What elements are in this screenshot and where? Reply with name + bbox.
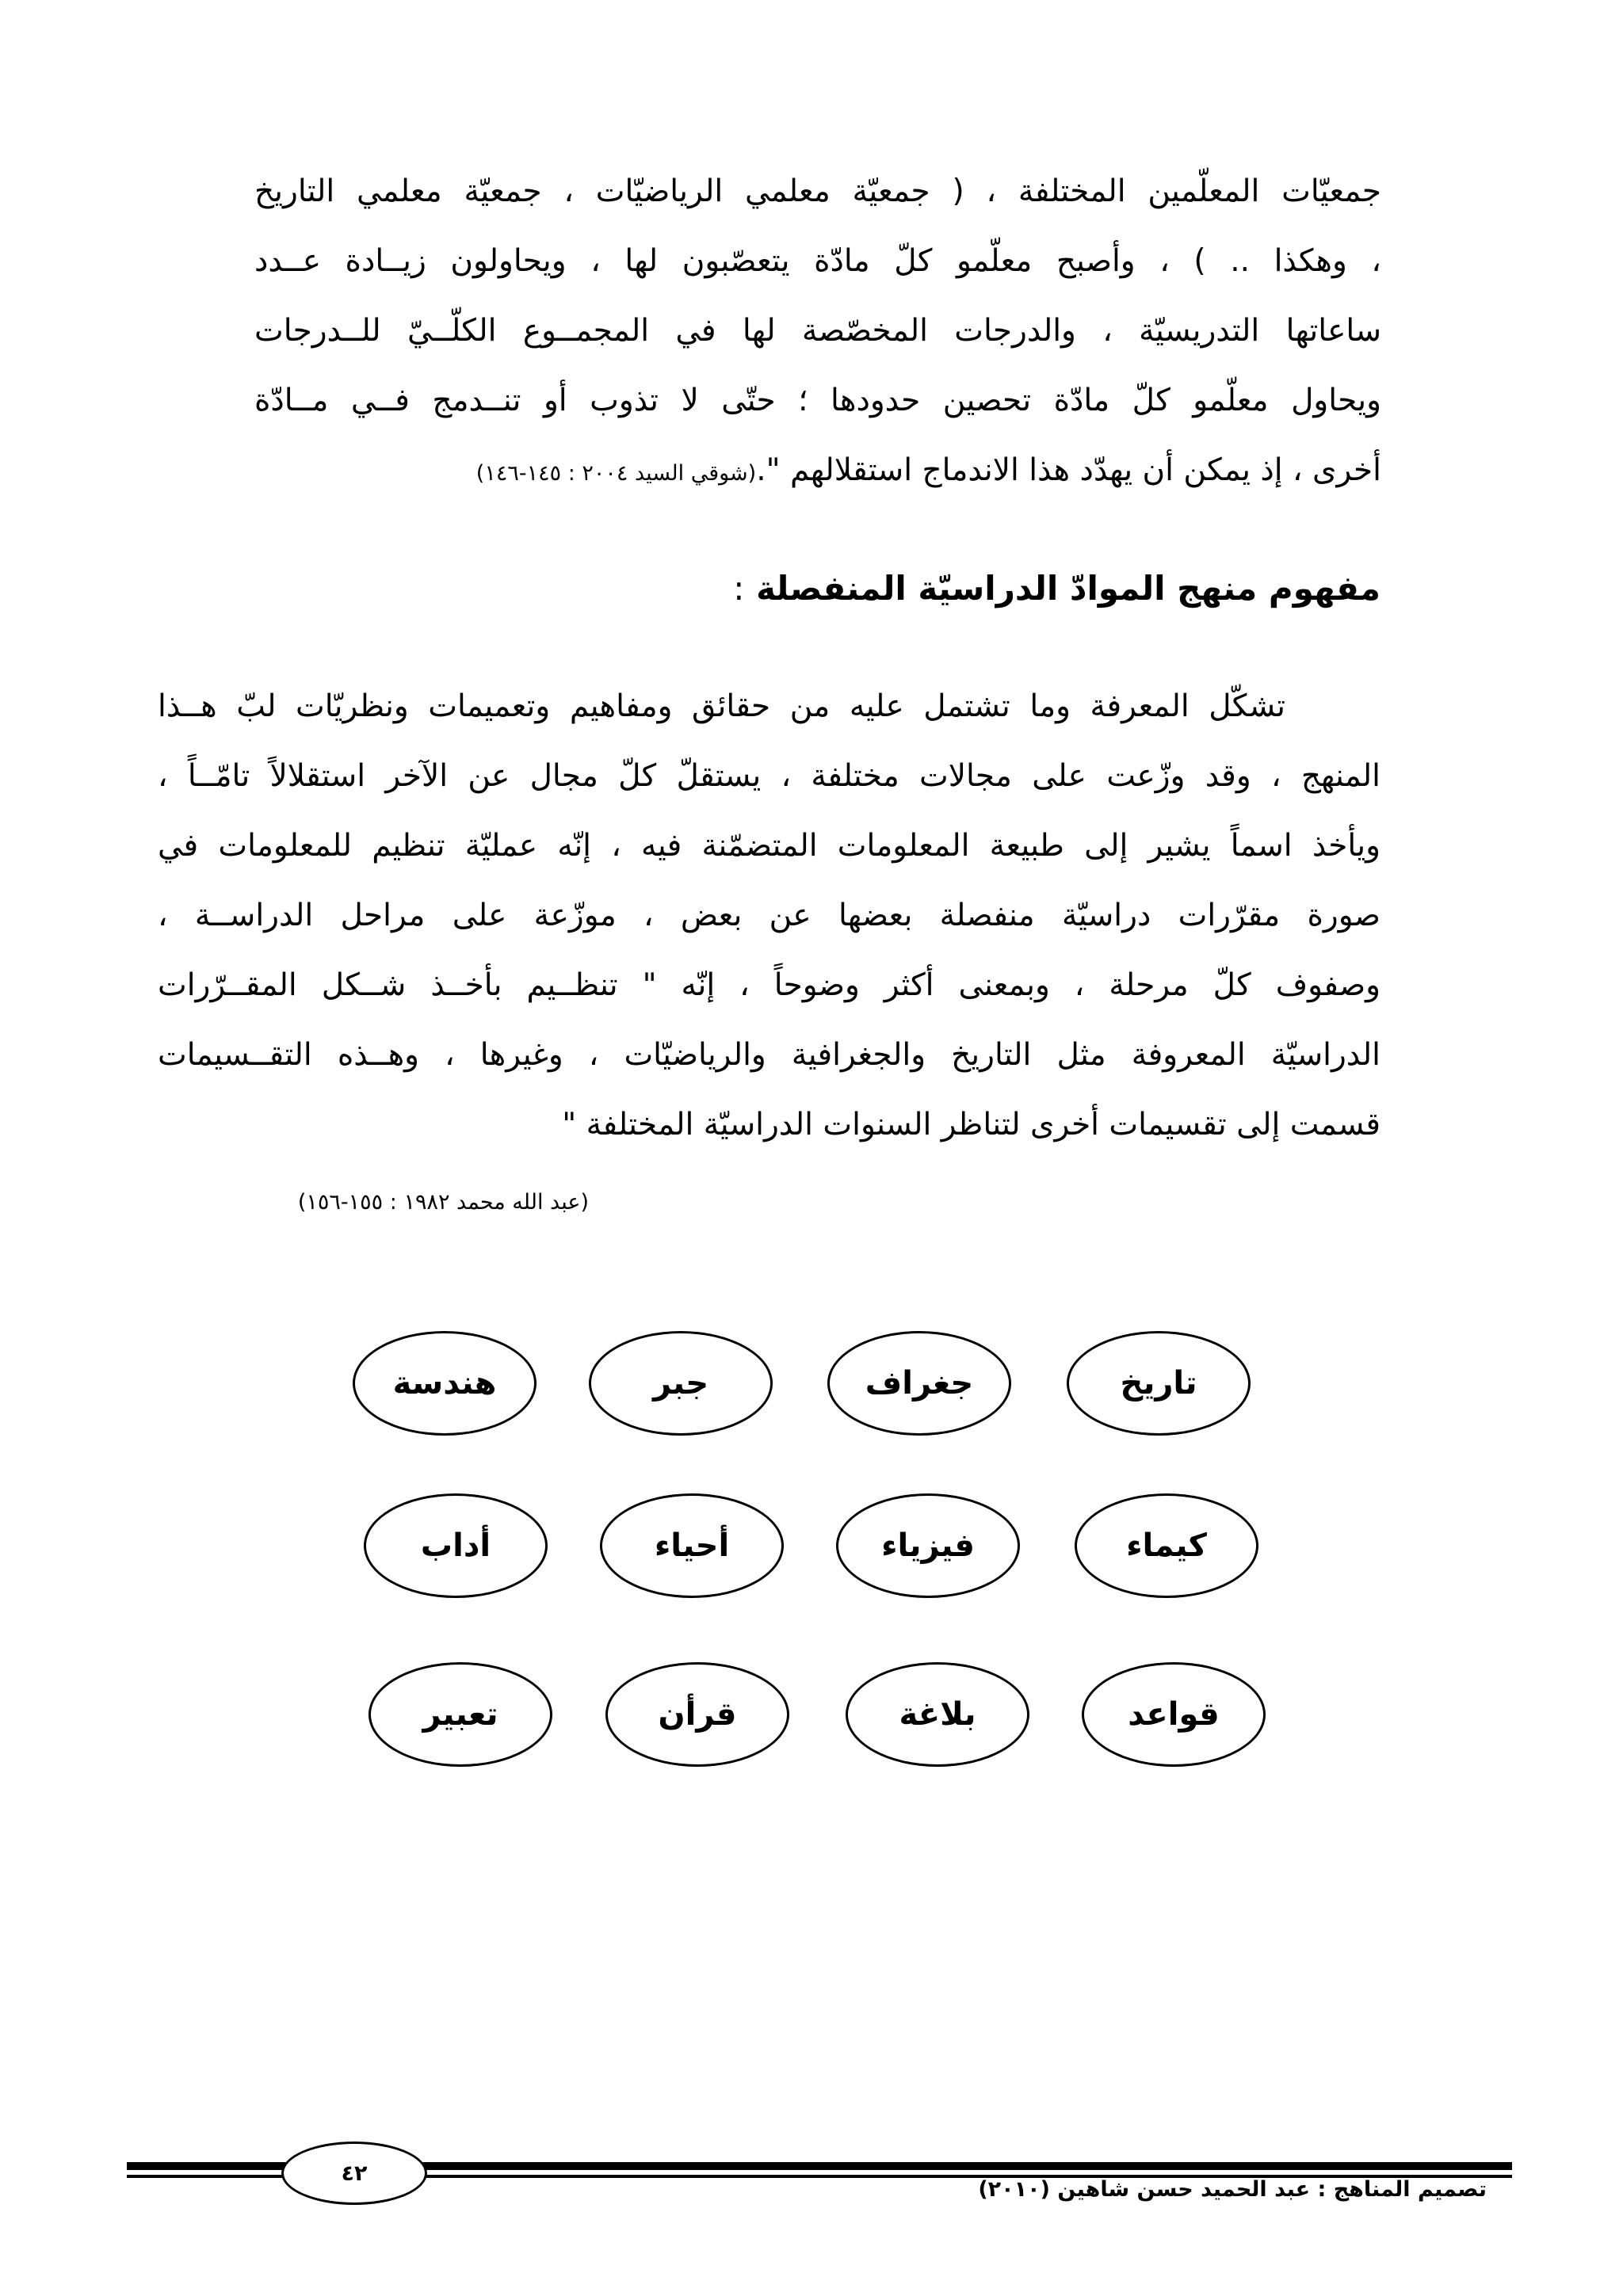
footer-book-credit: تصميم المناهج : عبد الحميد حسن شاهين (٢٠١٠) <box>978 2177 1487 2202</box>
paragraph-line-with-citation <box>254 436 1381 509</box>
subject-oval-biology: أحياء <box>600 1493 784 1598</box>
paragraph-line: جمعيّات المعلّمين المختلفة ، ( جمعيّة معلمي الرياضيّات ، جمعيّة معلمي التاريخ <box>254 174 1381 209</box>
source-citation: (عبد الله محمد ١٩٨٢ : ١٥٥-١٥٦) <box>297 1190 589 1215</box>
paragraph-line: صورة مقرّرات دراسيّة منفصلة بعضها عن بعض ، موزّعة على مراحل الدراســة ، <box>158 898 1381 933</box>
paragraph-line: تشكّل المعرفة وما تشتمل عليه من حقائق ومفاهيم وتعميمات ونظريّات لبّ هــذا <box>158 688 1285 724</box>
subject-oval-chemistry: كيماء <box>1075 1493 1258 1598</box>
subject-oval-literature: أداب <box>364 1493 548 1598</box>
subject-oval-quran: قرأن <box>605 1662 789 1767</box>
section-heading-text: مفهوم منهج الموادّ الدراسيّة المنفصلة <box>756 569 1381 608</box>
paragraph-associations <box>254 157 1381 509</box>
page-number-badge <box>281 2142 427 2205</box>
section-heading-colon: : <box>733 569 745 608</box>
paragraph-line: المنهج ، وقد وزّعت على مجالات مختلفة ، يستقلّ كلّ مجال عن الآخر استقلالاً تامّــاً ، <box>158 758 1381 794</box>
paragraph-line-text: أخرى ، إذ يمكن أن يهدّد هذا الاندماج استقلالهم ". <box>756 452 1381 488</box>
inline-citation: (شوقي السيد ٢٠٠٤ : ١٤٥-١٤٦) <box>475 461 757 486</box>
paragraph-line: ويحاول معلّمو كلّ مادّة تحصين حدودها ؛ حتّى لا تذوب أو تنــدمج فــي مــادّة <box>254 383 1381 418</box>
paragraph-line: الدراسيّة المعروفة مثل التاريخ والجغرافية والرياضيّات ، وغيرها ، وهــذه التقــسيمات <box>158 1037 1381 1073</box>
page-number: ٤٢ <box>341 2161 368 2186</box>
paragraph-line: وصفوف كلّ مرحلة ، وبمعنى أكثر وضوحاً ، إنّه " تنظــيم بأخــذ شــكل المقــرّرات <box>158 967 1381 1003</box>
subject-oval-history: تاريخ <box>1067 1331 1251 1436</box>
subject-oval-rhetoric: بلاغة <box>846 1662 1029 1767</box>
subject-oval-geometry: هندسة <box>353 1331 537 1436</box>
subject-oval-algebra: جبر <box>589 1331 773 1436</box>
paragraph-line: ساعاتها التدريسيّة ، والدرجات المخصّصة لها في المجمــوع الكلّــيّ للــدرجات <box>254 313 1381 349</box>
paragraph-line: قسمت إلى تقسيمات أخرى لتناظر السنوات الدراسيّة المختلفة " <box>562 1107 1381 1142</box>
subject-oval-physics: فيزياء <box>836 1493 1020 1598</box>
subject-oval-composition: تعبير <box>369 1662 552 1767</box>
section-heading <box>733 569 1381 608</box>
paragraph-definition <box>158 672 1381 1160</box>
subject-oval-geography: جغراف <box>827 1331 1011 1436</box>
subject-oval-grammar: قواعد <box>1082 1662 1266 1767</box>
paragraph-line: ويأخذ اسماً يشير إلى طبيعة المعلومات المتضمّنة فيه ، إنّه عمليّة تنظيم للمعلومات في <box>158 828 1381 864</box>
paragraph-line: ، وهكذا .. ) ، وأصبح معلّمو كلّ مادّة يتعصّبون لها ، ويحاولون زيــادة عــدد <box>254 243 1381 279</box>
